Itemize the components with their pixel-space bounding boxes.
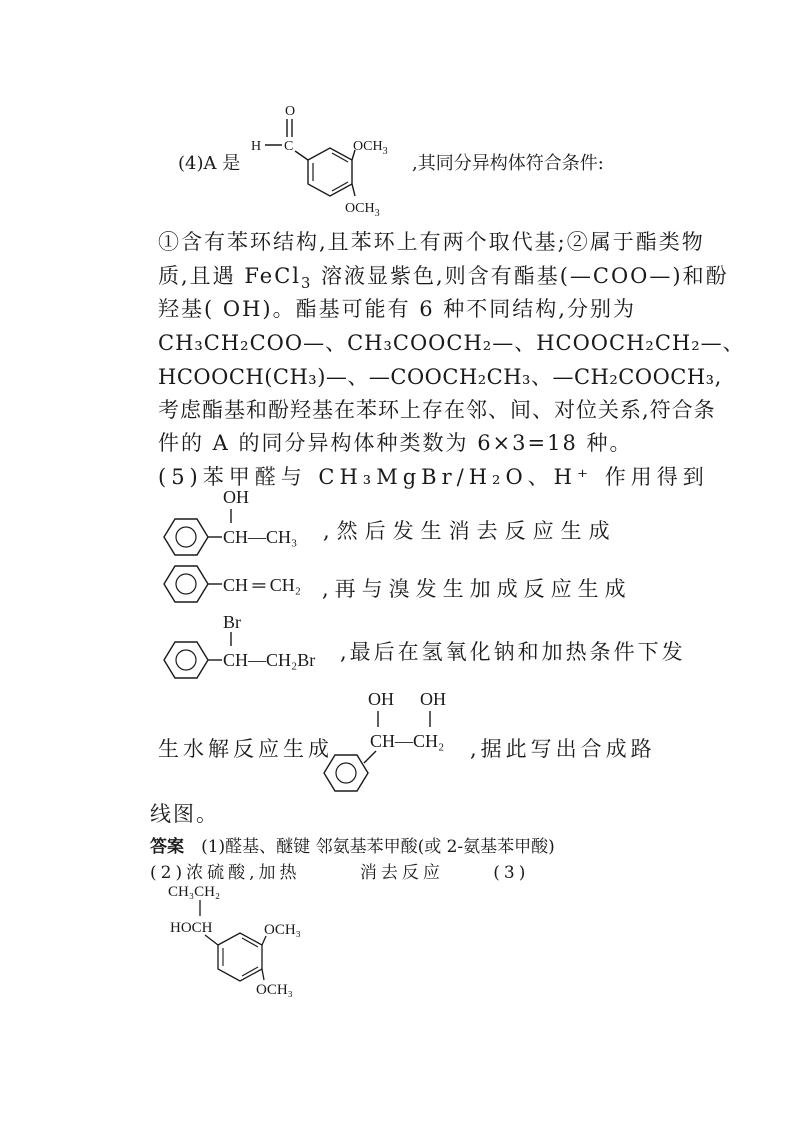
section5-text-3: ,最后在氢氧化钠和加热条件下发 [340, 640, 686, 664]
paragraph-line-2: 质,且遇 FeCl$_3$ 溶液显紫色,则含有酯基(—COO—)和酚 [158, 264, 729, 292]
paragraph-line-3: 羟基( OH)。酯基可能有 6 种不同结构,分别为 [158, 297, 636, 321]
answer-och3-top-label: OCH₃ [264, 922, 301, 938]
ch-ch2-diol-label: CH—CH₂ [370, 731, 445, 751]
och3-top-label: $OCH_3$ [353, 139, 388, 157]
oh-2-label: OH [420, 689, 446, 709]
section5-line-1: (5)苯甲醛与 CH₃MgBr/H₂O、H⁺ 作用得到 [158, 465, 709, 489]
section4-intro: (4)A 是 [178, 153, 241, 174]
ch-ch3-label: CH—CH₃ [223, 527, 298, 547]
section5-text-4a: 生水解反应生成 [158, 737, 333, 761]
phenylethanediol-structure [320, 685, 480, 795]
ch-ch2br-label: CH—CH₂Br [223, 650, 316, 670]
oxygen-label: O [285, 104, 296, 119]
veratraldehyde-structure [245, 95, 415, 225]
section4-tail: ,其同分异构体符合条件: [412, 153, 604, 174]
hoch-label: HOCH [170, 920, 213, 936]
carbon-label: C [284, 139, 294, 154]
section5-text-4b: ,据此写出合成路 [470, 737, 656, 761]
answer-structure [160, 880, 340, 1000]
phenylethanol-structure [160, 485, 335, 560]
paragraph-line-7: 件的 A 的同分异构体种类数为 6×3=18 种。 [158, 431, 633, 455]
paragraph-line-4: CH₃CH₂COO—、CH₃COOCH₂—、HCOOCH₂CH₂—、 [158, 331, 745, 355]
styrene-structure [160, 560, 335, 610]
paragraph-line-1: ①含有苯环结构,且苯环上有两个取代基;②属于酯类物 [158, 230, 705, 254]
section5-text-1: ,然后发生消去反应生成 [323, 519, 617, 543]
och3-bottom-label: $OCH_3$ [345, 201, 380, 219]
dibromide-structure [160, 608, 350, 683]
oh-1-label: OH [368, 689, 394, 709]
answer-key-label: 答案 [150, 837, 184, 857]
paragraph-line-5: HCOOCH(CH₃)—、—COOCH₂CH₃、—CH₂COOCH₃, [158, 365, 722, 389]
ch-ch2-label: CH ═ CH₂ [223, 575, 302, 595]
ch3ch2-label: CH₃CH₂ [168, 884, 221, 900]
oh-label: OH [223, 487, 249, 507]
hydrogen-label: H [251, 139, 262, 154]
answer-och3-bottom-label: OCH₃ [256, 982, 293, 998]
answer-line-2: (2)浓硫酸,加热 消去反应 (3) [150, 863, 530, 883]
answer-line-1: 答案 (1)醛基、醚键 邻氨基苯甲酸(或 2-氨基苯甲酸) [150, 837, 555, 857]
section5-line-end: 线图。 [150, 802, 219, 826]
section5-text-2: ,再与溴发生加成反应生成 [322, 577, 632, 601]
br-label: Br [223, 612, 241, 632]
paragraph-line-6: 考虑酯基和酚羟基在苯环上存在邻、间、对位关系,符合条 [158, 398, 716, 422]
